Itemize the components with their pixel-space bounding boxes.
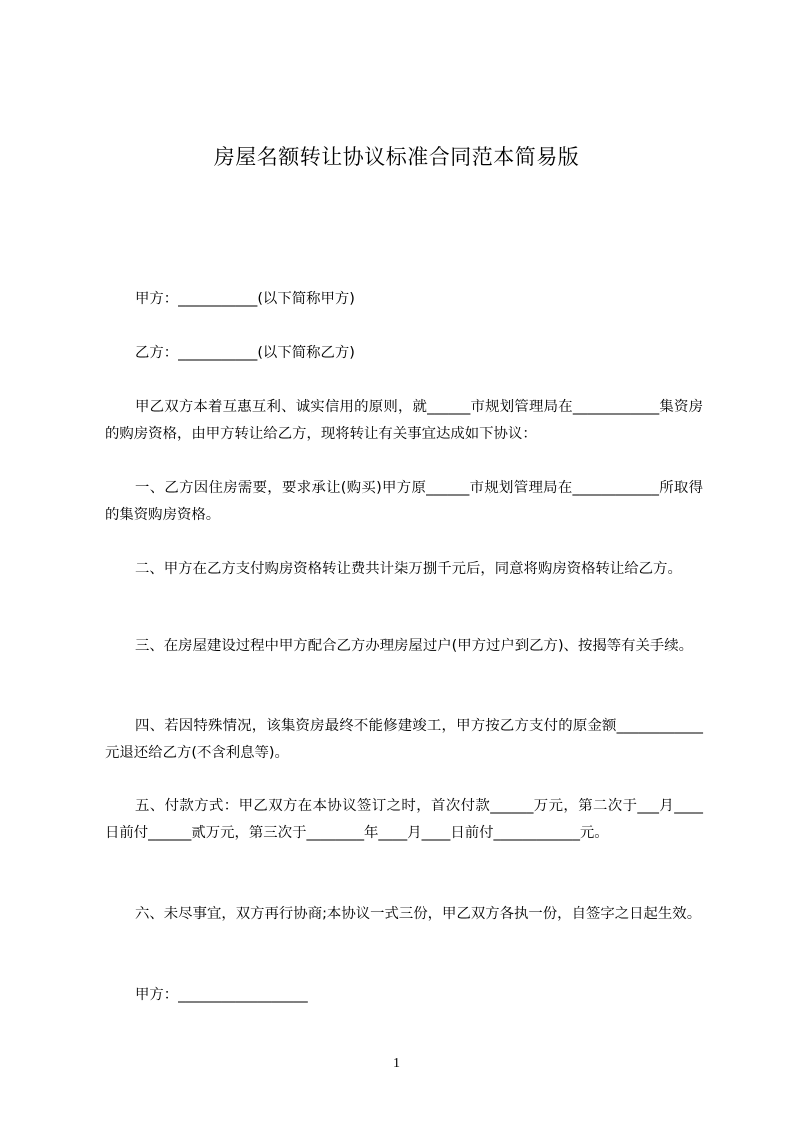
page-number: 1 bbox=[393, 1056, 400, 1071]
clause-2-paragraph: 二、甲方在乙方支付购房资格转让费共计柒万捌千元后，同意将购房资格转让给乙方。 bbox=[135, 561, 682, 577]
party-a-line: 甲方：___________(以下简称甲方) bbox=[135, 291, 355, 307]
preamble-paragraph: 甲乙双方本着互惠互利、诚实信用的原则，就______市规划管理局在____________集资房的购房资格，由甲方转让给乙方，现将转让有关事宜达成如下协议： bbox=[105, 399, 703, 442]
page-title: 房屋名额转让协议标准合同范本简易版 bbox=[213, 145, 580, 169]
signature-party-a: 甲方：__________________ bbox=[135, 987, 308, 1003]
clause-1-paragraph: 一、乙方因住房需要，要求承让(购买)甲方原______市规划管理局在____________所取得的集资购房资格。 bbox=[105, 480, 703, 523]
clause-6-paragraph: 六、未尽事宜，双方再行协商;本协议一式三份，甲乙双方各执一份，自签字之日起生效。 bbox=[135, 906, 702, 922]
party-b-line: 乙方：___________(以下简称乙方) bbox=[135, 345, 355, 361]
clause-3-paragraph: 三、在房屋建设过程中甲方配合乙方办理房屋过户(甲方过户到乙方)、按揭等有关手续。 bbox=[135, 638, 694, 654]
clause-5-paragraph: 五、付款方式：甲乙双方在本协议签订之时，首次付款______万元，第二次于___月____日前付______贰万元，第三次于________年____月____日前付____________元。 bbox=[105, 798, 703, 841]
clause-4-paragraph: 四、若因特殊情况，该集资房最终不能修建竣工，甲方按乙方支付的原金额____________元退还给乙方(不含利息等)。 bbox=[105, 718, 703, 761]
